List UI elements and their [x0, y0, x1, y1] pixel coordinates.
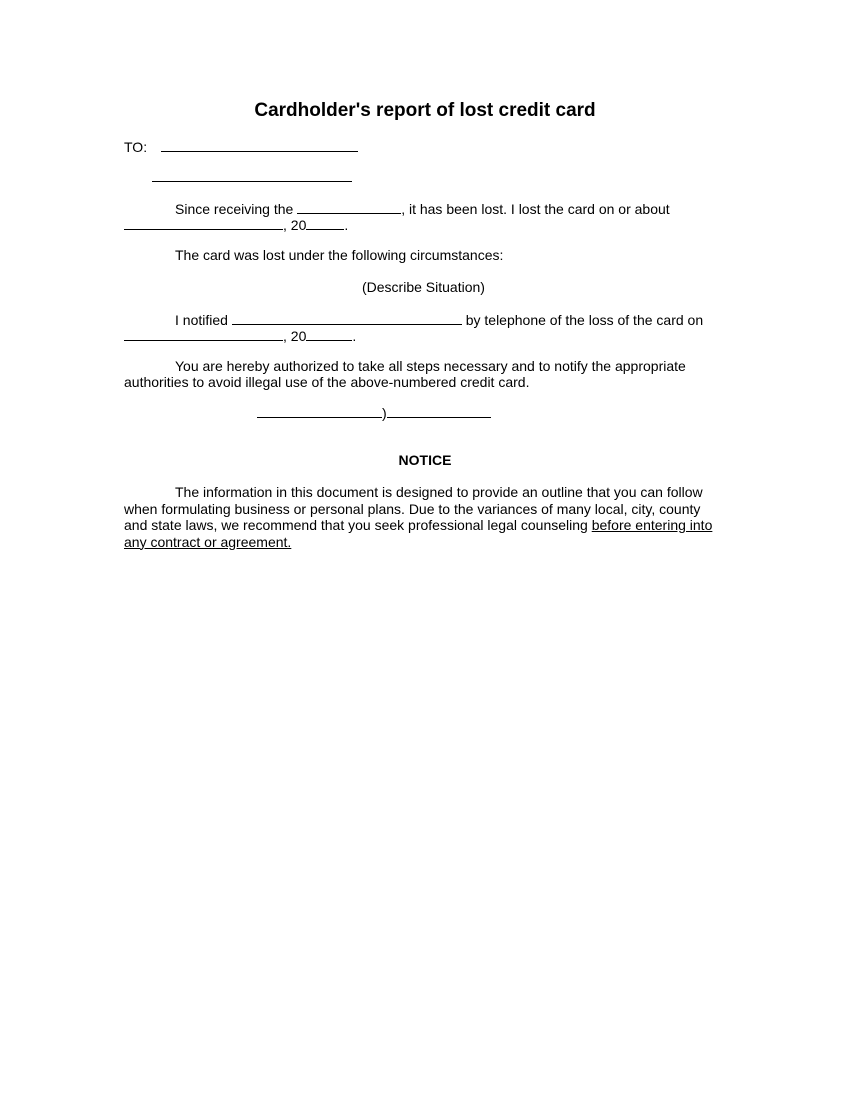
recipient-address-line — [152, 168, 352, 186]
to-line — [124, 138, 358, 156]
lost-year-blank — [306, 216, 344, 230]
lost-year-prefix: , 20 — [283, 217, 307, 233]
page-title: Cardholder's report of lost credit card — [254, 100, 596, 121]
notified-date-end: . — [352, 328, 357, 344]
authorization-line-1: You are hereby authorized to take all steps necessary and to notify the appropriate — [175, 358, 686, 374]
notified-party-blank — [232, 311, 462, 325]
authorization-line-2: authorities to avoid illegal use of the above-numbered credit card. — [124, 374, 530, 390]
notice-body — [124, 484, 724, 550]
card-name-blank — [297, 200, 401, 214]
lost-date-line — [124, 216, 348, 234]
lost-date-end: . — [344, 217, 349, 233]
signature-blank-left — [257, 404, 382, 418]
notice-heading: NOTICE — [398, 452, 452, 468]
notified-date-line — [124, 327, 356, 345]
notified-middle-text: by telephone of the loss of the card on — [461, 312, 704, 328]
notified-lead-text: I notified — [175, 312, 232, 328]
since-middle-text: , it has been lost. I lost the card on or about — [401, 201, 670, 217]
since-lead-text: Since receiving the — [175, 201, 298, 217]
describe-situation: (Describe Situation) — [362, 279, 485, 295]
notified-year-prefix: , 20 — [283, 328, 307, 344]
signature-line — [257, 404, 491, 422]
notice-underlined-text: before entering into any contract or agreement. — [124, 517, 713, 550]
notified-date-blank — [124, 327, 283, 341]
signature-paren: ) — [382, 405, 387, 421]
notice-body-text: The information in this document is designed to provide an outline that you can follow when formulating business or personal plans. Due to the variances of many local, city, county and state laws, we recommend that you seek professional legal counseling — [124, 484, 703, 533]
to-label: TO: — [124, 139, 148, 155]
circumstances-line: The card was lost under the following circumstances: — [175, 247, 504, 263]
lost-date-blank — [124, 216, 283, 230]
notified-year-blank — [306, 327, 352, 341]
recipient-name-blank — [161, 138, 358, 152]
signature-blank-right — [387, 404, 491, 418]
recipient-address-blank — [152, 168, 352, 182]
